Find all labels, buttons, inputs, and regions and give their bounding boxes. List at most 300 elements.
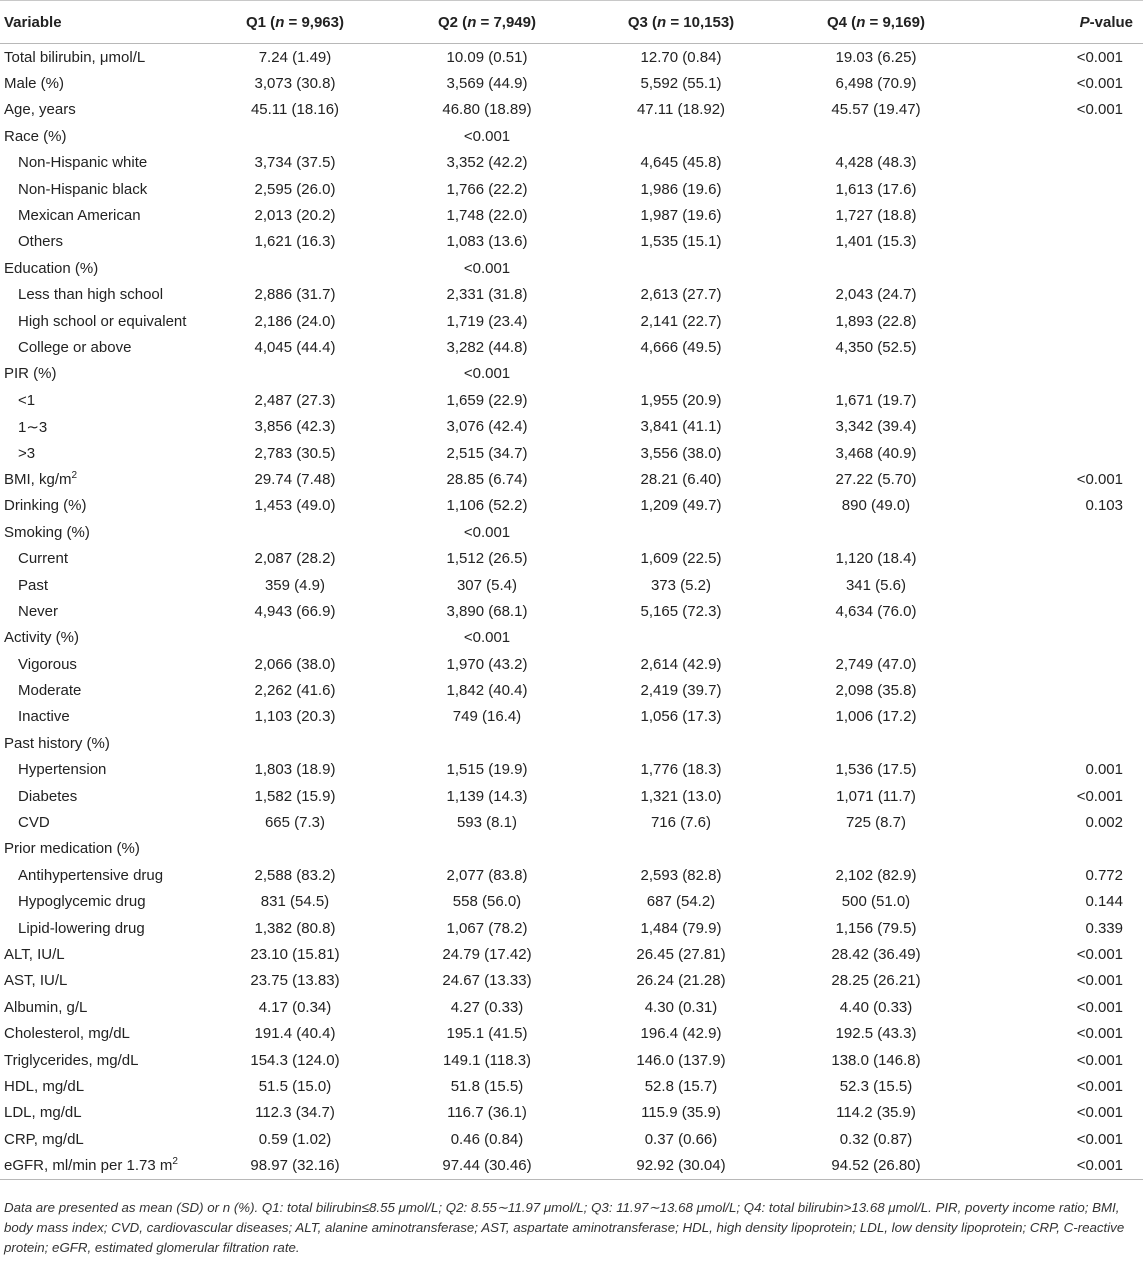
row-label: Mexican American [18,207,141,225]
row-label: <1 [18,391,36,409]
row-label: PIR (%) [4,365,57,383]
cell-q4 [778,730,974,756]
cell-q1: 3,856 (42.3) [254,418,336,436]
cell-q2: <0.001 [463,523,511,541]
cell-q3: 3,841 (41.1) [640,418,722,436]
table-row [0,413,1143,439]
cell-q2: 1,748 (22.0) [446,207,528,225]
cell-q2: 3,076 (42.4) [446,418,528,436]
cell-p-value [974,308,1143,334]
cell-q3 [584,255,778,281]
cell-p-value [974,282,1143,308]
cell-q1: 7.24 (1.49) [258,48,332,66]
cell-p-value: <0.001 [1076,1025,1123,1043]
cell-q1: 0.59 (1.02) [258,1130,332,1148]
cell-p-value [974,677,1143,703]
cell-p-value: <0.001 [1076,470,1123,488]
row-label: Lipid-lowering drug [18,919,145,937]
cell-q4: 341 (5.6) [845,576,907,594]
cell-p-value [974,334,1143,360]
cell-q4: 2,102 (82.9) [835,866,917,884]
header-row [0,1,1143,44]
table-row [0,387,1143,413]
cell-q2: 116.7 (36.1) [447,1104,527,1122]
header-p-value: P-value [1079,13,1133,31]
cell-p-value [974,440,1143,466]
table-row [0,1152,1143,1179]
cell-q2: 1,842 (40.4) [446,682,528,700]
cell-q4: 1,071 (11.7) [836,787,916,805]
cell-q3: 1,776 (18.3) [640,761,722,779]
table-row [0,1047,1143,1073]
table-row [0,466,1143,492]
cell-p-value: <0.001 [1076,787,1123,805]
cell-p-value: 0.772 [1085,866,1123,884]
table-row [0,1073,1143,1099]
cell-q3: 4.30 (0.31) [644,998,718,1016]
header-q1: Q1 (n = 9,963) [246,13,344,31]
cell-p-value: <0.001 [1076,1130,1123,1148]
cell-p-value: 0.339 [1085,919,1123,937]
table-row [0,44,1143,71]
cell-p-value: <0.001 [1076,1051,1123,1069]
cell-q2 [390,730,584,756]
row-label: Moderate [18,682,82,700]
cell-q1 [200,730,390,756]
cell-q2: 3,352 (42.2) [446,154,528,172]
cell-q1 [200,519,390,545]
cell-q3: 1,056 (17.3) [640,708,722,726]
cell-p-value: <0.001 [1076,75,1123,93]
cell-q4: 28.25 (26.21) [831,972,921,990]
row-label: Non-Hispanic white [18,154,148,172]
table-row [0,334,1143,360]
cell-q3: 373 (5.2) [650,576,712,594]
cell-q4: 4,634 (76.0) [835,602,917,620]
row-label: Activity (%) [4,629,79,647]
cell-q2: 1,139 (14.3) [446,787,528,805]
row-label: Antihypertensive drug [18,866,164,884]
cell-q4 [778,836,974,862]
cell-q3: 26.24 (21.28) [636,972,726,990]
cell-q4: 1,536 (17.5) [835,761,917,779]
row-label: College or above [18,338,132,356]
table-row [0,1020,1143,1046]
cell-q2: 1,970 (43.2) [446,655,528,673]
cell-p-value: <0.001 [1076,972,1123,990]
cell-p-value: 0.002 [1085,814,1123,832]
cell-q1: 1,803 (18.9) [254,761,336,779]
row-label: CRP, mg/dL [4,1130,84,1148]
table-body [0,44,1143,1180]
cell-q2: 46.80 (18.89) [442,101,532,119]
row-label: ALT, IU/L [4,945,65,963]
row-label: Never [18,602,59,620]
table-row [0,783,1143,809]
cell-q3: 115.9 (35.9) [641,1104,721,1122]
table-row [0,493,1143,519]
cell-q1 [200,625,390,651]
cell-q1: 45.11 (18.16) [250,101,340,119]
cell-q4: 28.42 (36.49) [831,945,921,963]
cell-p-value: 0.103 [1085,497,1123,515]
cell-q1: 191.4 (40.4) [254,1025,336,1043]
cell-q4: 3,342 (39.4) [835,418,917,436]
row-label: Education (%) [4,259,99,277]
cell-q1: 1,382 (80.8) [254,919,336,937]
cell-q4: 2,098 (35.8) [835,682,917,700]
cell-q2: 593 (8.1) [456,814,518,832]
cell-q2: 1,512 (26.5) [446,550,528,568]
cell-q4: 45.57 (19.47) [831,101,921,119]
table-row [0,176,1143,202]
cell-q1: 112.3 (34.7) [255,1104,335,1122]
table-row [0,519,1143,545]
table-row [0,968,1143,994]
cell-q2: 1,515 (19.9) [446,761,528,779]
table-row [0,123,1143,149]
cell-q2: 51.8 (15.5) [450,1077,524,1095]
row-label: Less than high school [18,286,164,304]
table-row [0,836,1143,862]
cell-q1: 3,073 (30.8) [254,75,336,93]
cell-p-value [974,229,1143,255]
table-row [0,229,1143,255]
cell-q2: 749 (16.4) [452,708,522,726]
table-row [0,202,1143,228]
row-label: Triglycerides, mg/dL [4,1051,139,1069]
cell-q4 [778,625,974,651]
cell-q1: 29.74 (7.48) [254,470,336,488]
table-row [0,677,1143,703]
cell-q2: 1,719 (23.4) [446,312,528,330]
table-row [0,440,1143,466]
cell-q3: 716 (7.6) [650,814,712,832]
cell-q2: <0.001 [463,259,511,277]
cell-q2: <0.001 [463,629,511,647]
cell-q2: 3,890 (68.1) [446,602,528,620]
table-row [0,282,1143,308]
header-q4: Q4 (n = 9,169) [827,13,925,31]
cell-q4: 4,350 (52.5) [835,338,917,356]
cell-q4: 1,006 (17.2) [835,708,917,726]
cell-q3: 26.45 (27.81) [636,945,726,963]
cell-q3: 1,321 (13.0) [640,787,722,805]
table-row [0,651,1143,677]
row-label: Past [18,576,49,594]
cell-p-value [974,651,1143,677]
cell-q2: <0.001 [463,365,511,383]
cell-p-value [974,255,1143,281]
cell-p-value [974,202,1143,228]
cell-q2 [390,836,584,862]
row-label: BMI, $kg/m^2$ [4,469,78,488]
table-footnote: Data are presented as mean (SD) or n (%). Q1: total bilirubin≤8.55 μmol/L; Q2: 8.55∼11.97 μmol/L; Q3: 11.97∼13.68 μmol/L; Q4: total bilirubin>13.68 μmol/L. PIR, poverty income ratio; BMI, body mass index; CVD, cardiovascular diseases; ALT, alanine aminotransferase; AST, aspartate aminotransferase; HDL, high density lipoprotein; LDL, low density lipoprotein; CRP, C-reactive protein; eGFR, estimated glomerular filtration rate. [4,1200,1125,1255]
row-label: Diabetes [18,787,78,805]
row-label: Total bilirubin, μmol/L [4,48,146,66]
cell-q2: 1,659 (22.9) [446,391,528,409]
cell-q3: 1,955 (20.9) [640,391,722,409]
cell-q1: 359 (4.9) [264,576,326,594]
cell-q3: 28.21 (6.40) [640,470,722,488]
cell-q1: 2,186 (24.0) [254,312,336,330]
cell-q2: 149.1 (118.3) [442,1051,532,1069]
cell-q1: 665 (7.3) [264,814,326,832]
cell-q2: 2,077 (83.8) [446,866,528,884]
cell-q2: <0.001 [463,127,511,145]
cell-q4: 1,401 (15.3) [835,233,917,251]
cell-q1: 1,103 (20.3) [254,708,336,726]
row-label: Non-Hispanic black [18,180,148,198]
cell-q2: 2,515 (34.7) [446,444,528,462]
row-label: Cholesterol, mg/dL [4,1025,130,1043]
cell-q4: 500 (51.0) [841,893,911,911]
cell-p-value [974,519,1143,545]
cell-q3: 2,419 (39.7) [640,682,722,700]
row-label: Drinking (%) [4,497,87,515]
cell-q2: 2,331 (31.8) [446,286,528,304]
cell-p-value: <0.001 [1076,945,1123,963]
cell-q1: 3,734 (37.5) [254,154,336,172]
cell-p-value: <0.001 [1076,1104,1123,1122]
table-row [0,150,1143,176]
table-row [0,545,1143,571]
cell-q4: 725 (8.7) [845,814,907,832]
cell-q1 [200,361,390,387]
cell-p-value: <0.001 [1076,998,1123,1016]
cell-q1: 2,588 (83.2) [254,866,336,884]
row-label: LDL, mg/dL [4,1104,82,1122]
table-row [0,255,1143,281]
table-row [0,730,1143,756]
cell-q4: 138.0 (146.8) [831,1051,921,1069]
row-label: Past history (%) [4,734,110,752]
row-label: Race (%) [4,127,67,145]
row-label: CVD [18,814,50,832]
cell-q3: 52.8 (15.7) [644,1077,718,1095]
row-label: HDL, mg/dL [4,1077,85,1095]
cell-q3: 687 (54.2) [646,893,716,911]
cell-p-value [974,387,1143,413]
cell-q4: 1,120 (18.4) [835,550,917,568]
cell-q3: 5,592 (55.1) [640,75,722,93]
table-row [0,757,1143,783]
cell-q1: 51.5 (15.0) [258,1077,332,1095]
cell-p-value [974,361,1143,387]
table-row [0,97,1143,123]
cell-p-value: <0.001 [1076,1077,1123,1095]
cell-q1: 154.3 (124.0) [250,1051,340,1069]
cell-q4: 1,671 (19.7) [835,391,917,409]
cell-q3: 1,609 (22.5) [640,550,722,568]
cell-q4: 27.22 (5.70) [835,470,917,488]
cell-q2: 28.85 (6.74) [446,470,528,488]
table-row [0,941,1143,967]
cell-q3: 4,645 (45.8) [640,154,722,172]
cell-q3: 1,209 (49.7) [640,497,722,515]
cell-q4: 52.3 (15.5) [839,1077,913,1095]
cell-q4: 2,043 (24.7) [835,286,917,304]
cell-q1: 4.17 (0.34) [258,998,332,1016]
cell-q2: 97.44 (30.46) [442,1157,532,1175]
cell-q3: 1,987 (19.6) [640,207,722,225]
cell-q4 [778,123,974,149]
cell-q2: 3,282 (44.8) [446,338,528,356]
cell-q1: 2,066 (38.0) [254,655,336,673]
cell-q2: 1,106 (52.2) [446,497,528,515]
cell-p-value [974,572,1143,598]
header-q3: Q3 (n = 10,153) [627,13,735,31]
cell-q4: 0.32 (0.87) [839,1130,913,1148]
row-label: Inactive [18,708,70,726]
cell-p-value [974,730,1143,756]
cell-q4: 2,749 (47.0) [835,655,917,673]
table-row [0,625,1143,651]
cell-q2: 558 (56.0) [452,893,522,911]
cell-q4: 1,893 (22.8) [835,312,917,330]
cell-q3: 1,484 (79.9) [640,919,722,937]
cell-q1: 2,595 (26.0) [254,180,336,198]
row-label: >3 [18,444,36,462]
cell-q2: 0.46 (0.84) [450,1130,524,1148]
cell-q1 [200,123,390,149]
cell-q1: 23.10 (15.81) [250,945,340,963]
table-row [0,994,1143,1020]
cell-p-value: 0.001 [1085,761,1123,779]
cell-q1: 1,453 (49.0) [254,497,336,515]
cell-q4: 192.5 (43.3) [835,1025,917,1043]
cell-q2: 307 (5.4) [456,576,518,594]
cell-p-value [974,598,1143,624]
cell-q3: 2,593 (82.8) [640,866,722,884]
cell-p-value: <0.001 [1076,1157,1123,1175]
cell-q4: 114.2 (35.9) [836,1104,916,1122]
row-label: Smoking (%) [4,523,90,541]
cell-q2: 24.79 (17.42) [442,945,532,963]
table-row [0,361,1143,387]
row-label: 1∼3 [18,418,48,436]
cell-q4: 4.40 (0.33) [839,998,913,1016]
row-label: Albumin, g/L [4,998,88,1016]
cell-q3: 92.92 (30.04) [636,1157,726,1175]
cell-q4: 4,428 (48.3) [835,154,917,172]
table-row [0,704,1143,730]
cell-q1 [200,836,390,862]
cell-q4: 1,727 (18.8) [835,207,917,225]
row-label: AST, IU/L [4,972,68,990]
cell-q4 [778,255,974,281]
cell-q3: 2,614 (42.9) [640,655,722,673]
cell-p-value [974,625,1143,651]
cell-q1: 2,886 (31.7) [254,286,336,304]
table-row [0,1100,1143,1126]
table-row [0,70,1143,96]
row-label: Others [18,233,64,251]
table-row [0,809,1143,835]
row-label: Prior medication (%) [4,840,140,858]
cell-q2: 1,766 (22.2) [446,180,528,198]
cell-p-value [974,413,1143,439]
cell-q4 [778,361,974,387]
cell-q2: 3,569 (44.9) [446,75,528,93]
cell-p-value: 0.144 [1085,893,1123,911]
cell-q3: 196.4 (42.9) [640,1025,722,1043]
cell-q1: 1,582 (15.9) [254,787,336,805]
cell-q3: 0.37 (0.66) [644,1130,718,1148]
cell-q1: 98.97 (32.16) [250,1157,340,1175]
cell-q2: 1,067 (78.2) [446,919,528,937]
cell-q4: 94.52 (26.80) [831,1157,921,1175]
row-label: Vigorous [18,655,77,673]
cell-q3 [584,361,778,387]
table-row [0,1126,1143,1152]
cell-q3: 2,141 (22.7) [640,312,722,330]
cell-q3: 4,666 (49.5) [640,338,722,356]
row-label: Age, years [4,101,76,119]
table-row [0,915,1143,941]
header-variable: Variable [4,13,62,31]
cell-q3: 12.70 (0.84) [640,48,722,66]
cell-q1: 1,621 (16.3) [254,233,336,251]
header-q2: Q2 (n = 7,949) [438,13,536,31]
cell-q1: 2,783 (30.5) [254,444,336,462]
table-row [0,598,1143,624]
cell-q4: 6,498 (70.9) [835,75,917,93]
cell-q1: 2,262 (41.6) [254,682,336,700]
cell-p-value [974,123,1143,149]
cell-p-value [974,176,1143,202]
cell-q3: 146.0 (137.9) [636,1051,726,1069]
table-row [0,308,1143,334]
cell-q4 [778,519,974,545]
cell-q1: 23.75 (13.83) [250,972,340,990]
cell-q3: 5,165 (72.3) [640,602,722,620]
cell-q3 [584,730,778,756]
table-row [0,572,1143,598]
cell-q1: 2,487 (27.3) [254,391,336,409]
cell-q1 [200,255,390,281]
cell-p-value [974,545,1143,571]
cell-p-value [974,150,1143,176]
row-label: eGFR, ml/min per 1.73 $m^2$ [4,1156,178,1175]
table-row [0,889,1143,915]
cell-q2: 4.27 (0.33) [450,998,524,1016]
cell-q3: 47.11 (18.92) [636,101,726,119]
row-label: Hypertension [18,761,107,779]
cell-q2: 1,083 (13.6) [446,233,528,251]
cell-q3: 3,556 (38.0) [640,444,722,462]
cell-p-value: <0.001 [1076,101,1123,119]
cell-p-value: <0.001 [1076,48,1123,66]
cell-q4: 3,468 (40.9) [835,444,917,462]
cell-q2: 24.67 (13.33) [442,972,532,990]
cell-q3: 1,986 (19.6) [640,180,722,198]
cell-p-value [974,836,1143,862]
cell-q3: 2,613 (27.7) [640,286,722,304]
table-row [0,862,1143,888]
row-label: Current [18,550,69,568]
cell-q4: 1,156 (79.5) [835,919,917,937]
cell-q3 [584,519,778,545]
cell-q4: 1,613 (17.6) [835,180,917,198]
cell-q3 [584,625,778,651]
cell-q3: 1,535 (15.1) [640,233,722,251]
cell-q3 [584,836,778,862]
cell-q4: 890 (49.0) [841,497,911,515]
cell-q1: 2,013 (20.2) [254,207,336,225]
cell-q1: 4,943 (66.9) [254,602,336,620]
cell-q2: 10.09 (0.51) [446,48,528,66]
